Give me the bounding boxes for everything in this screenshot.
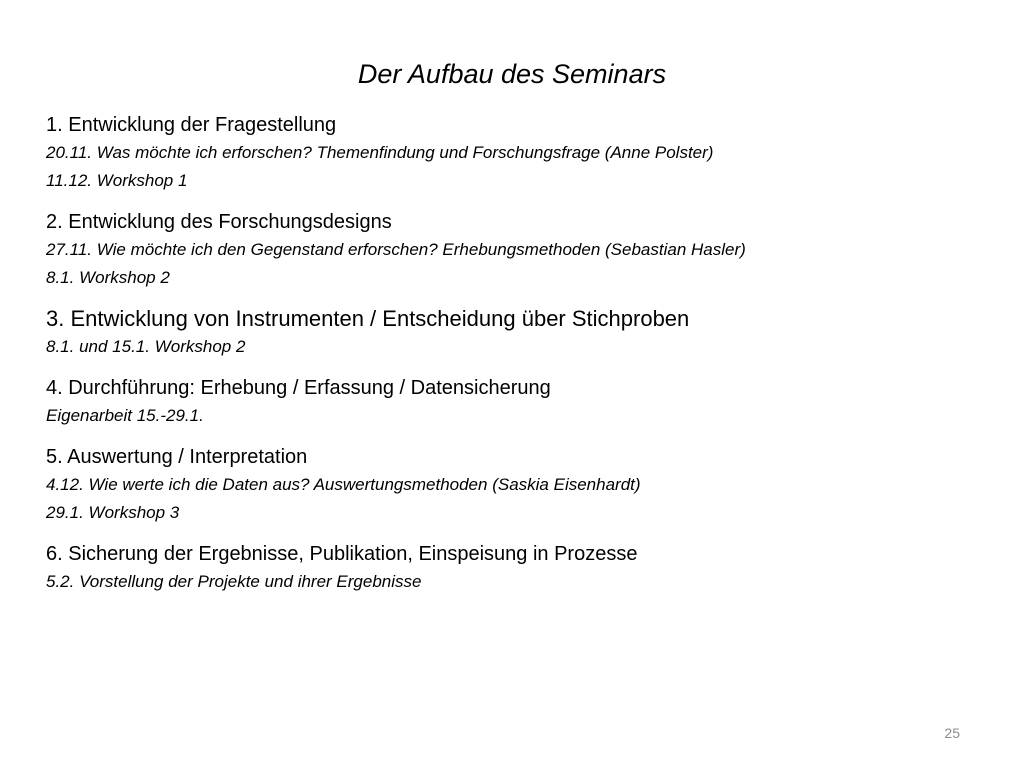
section-auswertung [46,443,996,527]
section-heading: 4. Durchführung: Erhebung / Erfassung / Datensicherung [46,377,551,399]
section-heading: 3. Entwicklung von Instrumenten / Entscheidung über Stichproben [46,306,690,331]
section-fragestellung [46,111,996,195]
section-detail: 11.12. Workshop 1 [46,171,188,190]
section-heading: 2. Entwicklung des Forschungsdesigns [46,211,392,233]
section-durchfuehrung [46,374,996,430]
section-detail: 8.1. und 15.1. Workshop 2 [46,337,246,356]
section-heading: 6. Sicherung der Ergebnisse, Publikation, Einspeisung in Prozesse [46,543,638,565]
section-instrumente [46,305,996,361]
section-detail: 4.12. Wie werte ich die Daten aus? Auswertungsmethoden (Saskia Eisenhardt) [46,475,641,494]
section-sicherung [46,540,996,596]
section-detail: Eigenarbeit 15.-29.1. [46,406,204,425]
section-forschungsdesign [46,208,996,292]
section-heading: 5. Auswertung / Interpretation [46,446,308,468]
section-heading: 1. Entwicklung der Fragestellung [46,114,337,136]
section-detail: 29.1. Workshop 3 [46,503,180,522]
section-detail: 5.2. Vorstellung der Projekte und ihrer Ergebnisse [46,572,422,591]
section-detail: 8.1. Workshop 2 [46,268,170,287]
page-number: 25 [944,725,960,741]
seminar-outline [46,111,996,609]
slide-title: Der Aufbau des Seminars [357,59,667,89]
section-detail: 27.11. Wie möchte ich den Gegenstand erforschen? Erhebungsmethoden (Sebastian Hasler) [46,240,746,259]
section-detail: 20.11. Was möchte ich erforschen? Themenfindung und Forschungsfrage (Anne Polster) [46,143,714,162]
